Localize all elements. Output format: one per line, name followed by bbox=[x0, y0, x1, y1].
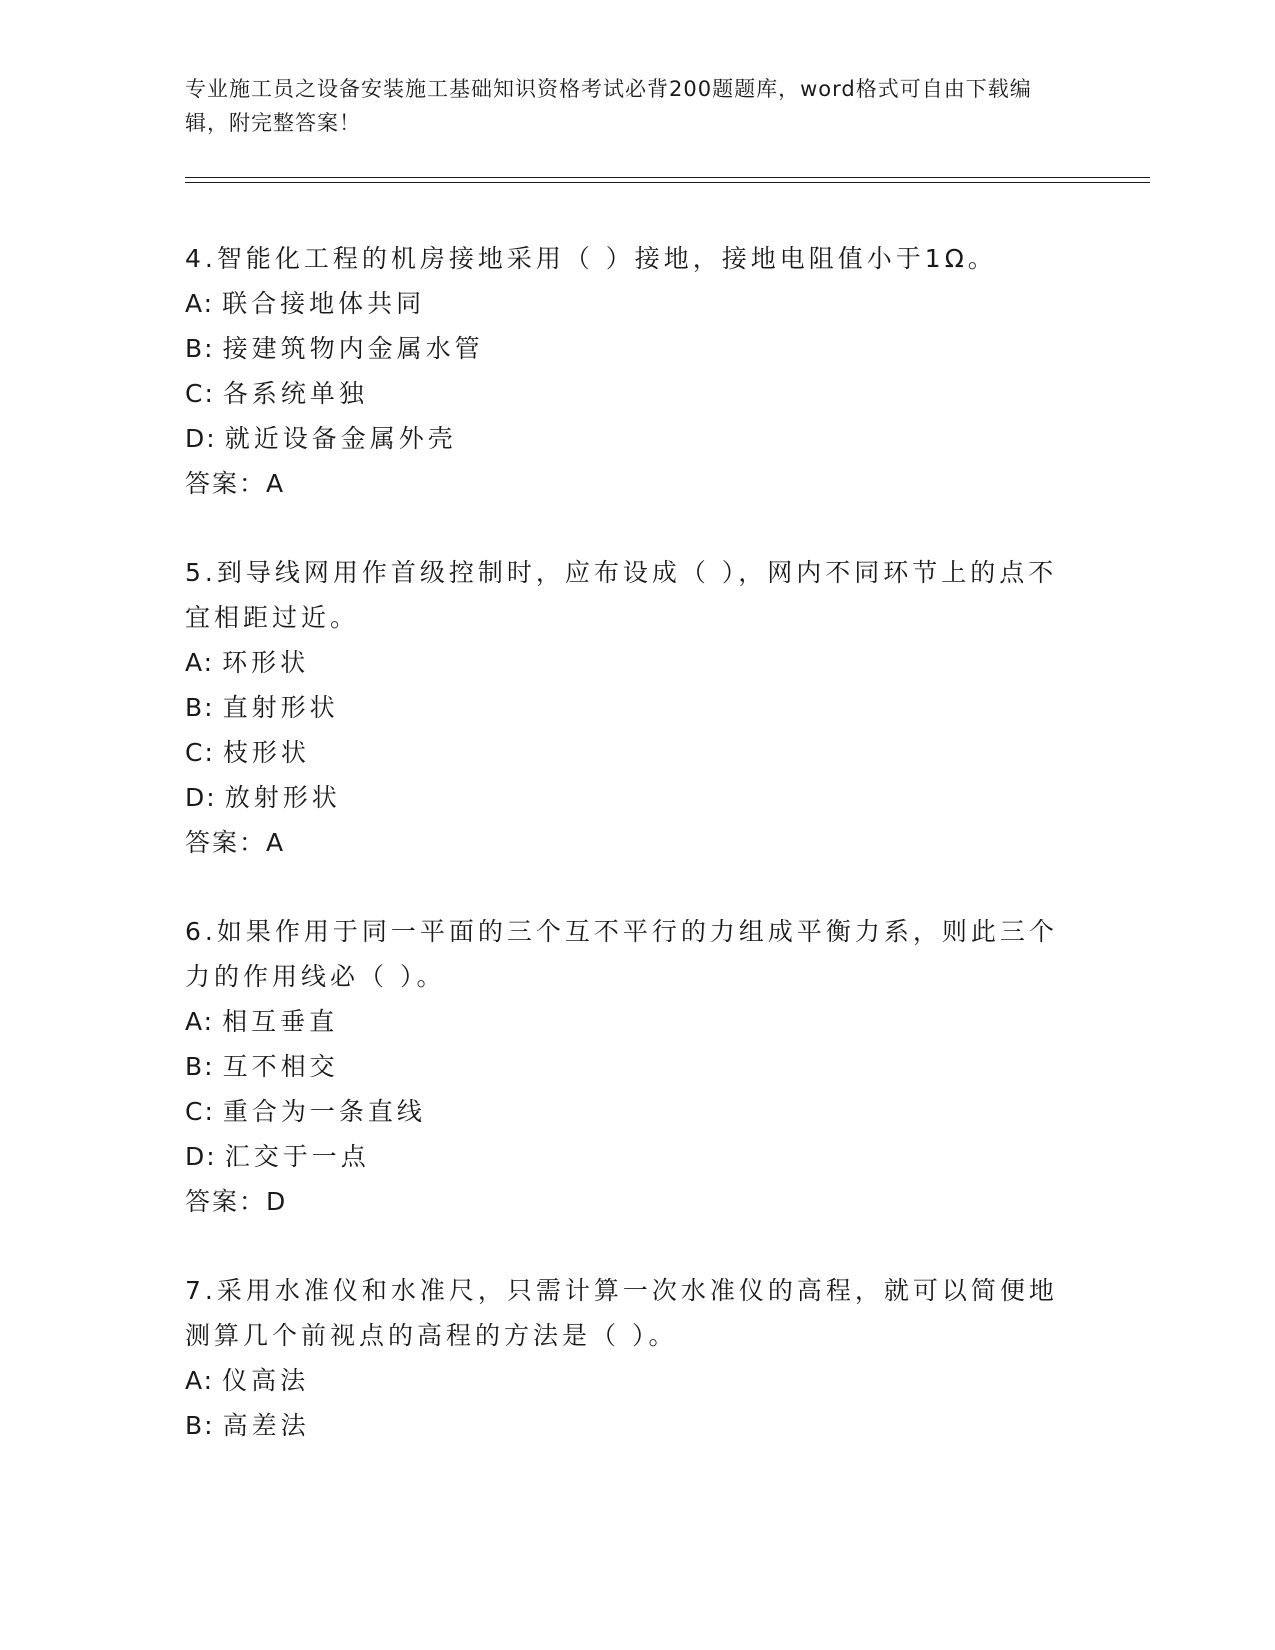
answer-option bbox=[185, 775, 1085, 820]
option-letter: C: bbox=[185, 379, 215, 408]
answer-option bbox=[185, 281, 1085, 326]
option-letter: B: bbox=[185, 334, 215, 363]
option-text: 重合为一条直线 bbox=[222, 1097, 426, 1126]
answer-option bbox=[185, 999, 1085, 1044]
answer-key: 答案：A bbox=[185, 469, 286, 498]
document-header: 专业施工员之设备安装施工基础知识资格考试必背200题题库，word格式可自由下载编辑，附完整答案！ bbox=[185, 77, 1032, 135]
header-divider-top bbox=[185, 177, 1150, 178]
question-block bbox=[185, 236, 1085, 506]
question-stem: 7.采用水准仪和水准尺，只需计算一次水准仪的高程，就可以简便地测算几个前视点的高程的方法是（ ）。 bbox=[185, 1276, 1058, 1350]
option-letter: D: bbox=[185, 424, 217, 453]
option-letter: D: bbox=[185, 1142, 217, 1171]
option-text: 环形状 bbox=[222, 648, 310, 677]
answer-option bbox=[185, 1358, 1085, 1403]
option-letter: A: bbox=[185, 1366, 215, 1395]
answer-option bbox=[185, 730, 1085, 775]
option-text: 相互垂直 bbox=[222, 1007, 339, 1036]
question-stem: 6.如果作用于同一平面的三个互不平行的力组成平衡力系，则此三个力的作用线必（ ）。 bbox=[185, 917, 1058, 991]
option-text: 汇交于一点 bbox=[224, 1142, 370, 1171]
answer-option bbox=[185, 685, 1085, 730]
option-text: 仪高法 bbox=[222, 1366, 310, 1395]
option-text: 枝形状 bbox=[222, 738, 310, 767]
option-letter: C: bbox=[185, 738, 215, 767]
answer-option bbox=[185, 640, 1085, 685]
option-letter: A: bbox=[185, 289, 215, 318]
option-letter: D: bbox=[185, 783, 217, 812]
answer-option bbox=[185, 1044, 1085, 1089]
answer-option bbox=[185, 1403, 1085, 1448]
answer-option bbox=[185, 1134, 1085, 1179]
answer-option bbox=[185, 326, 1085, 371]
option-text: 互不相交 bbox=[222, 1052, 339, 1081]
option-text: 放射形状 bbox=[224, 783, 341, 812]
option-text: 联合接地体共同 bbox=[222, 289, 426, 318]
question-stem: 5.到导线网用作首级控制时，应布设成（ ），网内不同环节上的点不宜相距过近。 bbox=[185, 558, 1058, 632]
answer-option bbox=[185, 371, 1085, 416]
question-block bbox=[185, 909, 1085, 1224]
option-text: 各系统单独 bbox=[222, 379, 368, 408]
answer-option bbox=[185, 416, 1085, 461]
question-list bbox=[185, 236, 1085, 1492]
question-stem: 4.智能化工程的机房接地采用（ ）接地，接地电阻值小于1Ω。 bbox=[185, 244, 997, 273]
header-divider-bottom bbox=[185, 182, 1150, 183]
option-letter: B: bbox=[185, 1052, 215, 1081]
option-letter: C: bbox=[185, 1097, 215, 1126]
question-block bbox=[185, 1268, 1085, 1448]
option-letter: A: bbox=[185, 1007, 215, 1036]
option-letter: B: bbox=[185, 693, 215, 722]
question-block bbox=[185, 550, 1085, 865]
option-text: 直射形状 bbox=[222, 693, 339, 722]
answer-key: 答案：D bbox=[185, 1187, 288, 1216]
option-letter: B: bbox=[185, 1411, 215, 1440]
answer-key: 答案：A bbox=[185, 828, 286, 857]
option-text: 就近设备金属外壳 bbox=[224, 424, 457, 453]
option-letter: A: bbox=[185, 648, 215, 677]
option-text: 高差法 bbox=[222, 1411, 310, 1440]
answer-option bbox=[185, 1089, 1085, 1134]
option-text: 接建筑物内金属水管 bbox=[222, 334, 484, 363]
